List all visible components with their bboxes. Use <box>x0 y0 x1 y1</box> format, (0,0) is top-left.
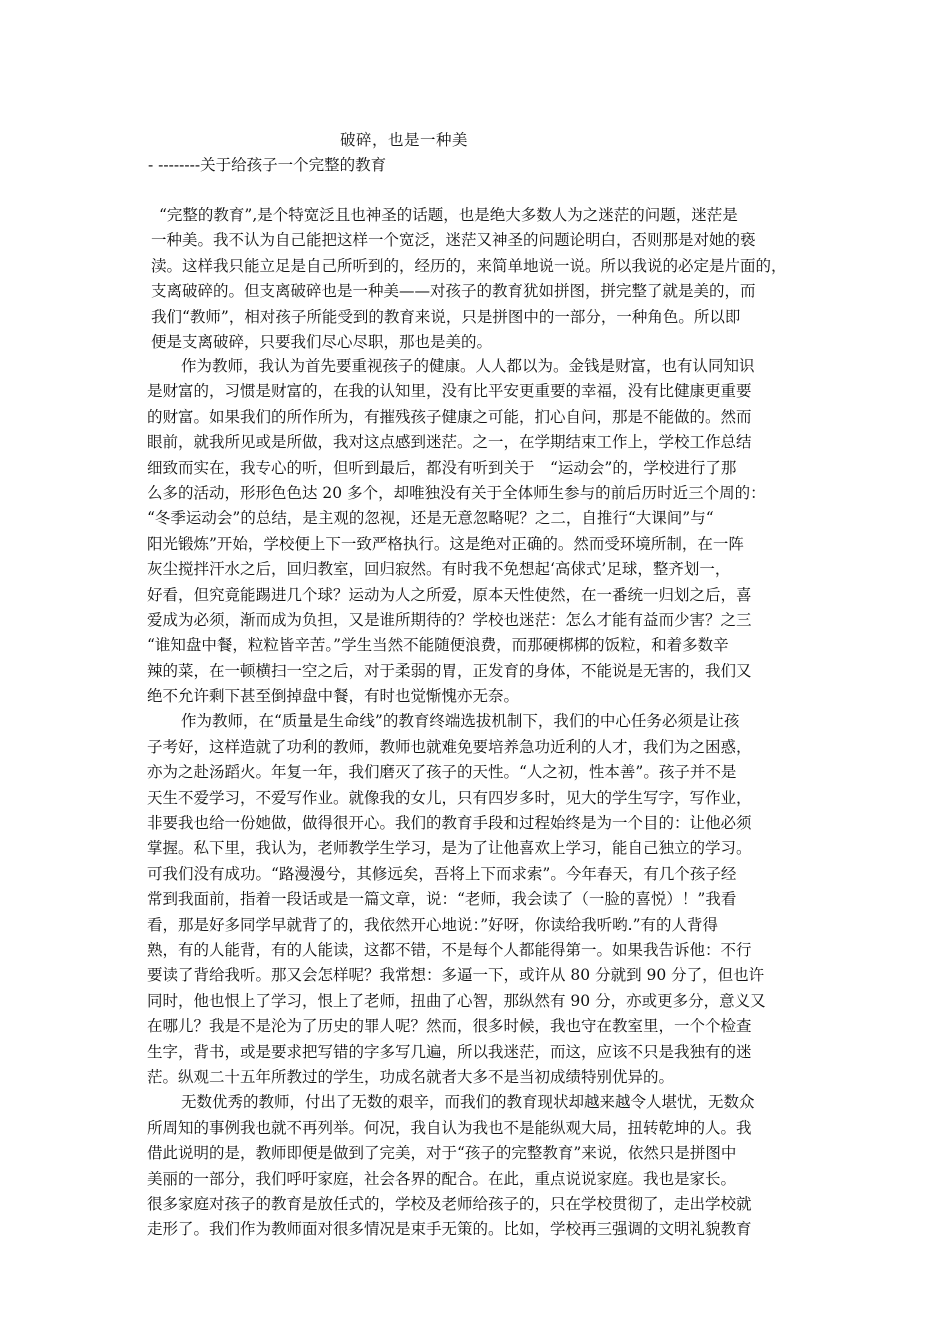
text-line: 亦为之赴汤蹈火。年复一年，我们磨灭了孩子的天性。“人之初，性本善”。孩子并不是 <box>147 763 737 782</box>
text-line: 常到我面前，指着一段话或是一篇文章，说：“老师，我会读了（一脸的喜悦）！”我看 <box>147 890 737 909</box>
document-subtitle: - --------关于给孩子一个完整的教育 <box>148 156 387 174</box>
text-line: 无数优秀的教师，付出了无数的艰辛，而我们的教育现状却越来越令人堪忧，无数众 <box>181 1093 755 1112</box>
text-line: 作为教师，在“质量是生命线”的教育终端选拔机制下，我们的中心任务必须是让孩 <box>181 712 740 731</box>
text-line: 天生不爱学习，不爱写作业。就像我的女儿，只有四岁多时，见大的学生写字，写作业， <box>147 788 752 807</box>
text-line: 美丽的一部分，我们呼吁家庭，社会各界的配合。在此，重点说说家庭。我也是家长。 <box>147 1169 737 1188</box>
text-line: 我们“教师”，相对孩子所能受到的教育来说，只是拼图中的一部分，一种角色。所以即 <box>151 307 741 326</box>
text-line: 好看，但究竟能踢进几个球？运动为人之所爱，原本天性使然，在一番统一归划之后，喜 <box>147 585 752 604</box>
text-line: 一种美。我不认为自己能把这样一个宽泛，迷茫又神圣的问题论明白，否则那是对她的亵 <box>151 231 756 250</box>
text-line: 看，那是好多同学早就背了的，我依然开心地说：”好呀，你读给我听哟.”有的人背得 <box>147 915 719 934</box>
text-line: 所周知的事例我也就不再列举。何况，我自认为我也不是能纵观大局，扭转乾坤的人。我 <box>147 1118 752 1137</box>
text-line: 眼前，就我所见或是所做，我对这点感到迷茫。之一，在学期结束工作上，学校工作总结 <box>147 433 752 452</box>
text-line: 细致而实在，我专心的听，但听到最后，都没有听到关于 “运动会”的，学校进行了那 <box>147 458 737 477</box>
text-line: “完整的教育”,是个特宽泛且也神圣的话题，也是绝大多数人为之迷茫的问题，迷茫是 <box>159 206 738 224</box>
text-line: 非要我也给一份她做，做得很开心。我们的教育手段和过程始终是为一个目的：让他必须 <box>147 814 752 833</box>
text-line: “冬季运动会”的总结，是主观的忽视，还是无意忽略呢？之二，自推行“大课间”与“ <box>147 509 714 528</box>
text-line: 爱成为必须，渐而成为负担，又是谁所期待的？学校也迷茫：怎么才能有益而少害？之三 <box>147 610 752 629</box>
text-line: 渎。这样我只能立足是自己所听到的，经历的，来简单地说一说。所以我说的必定是片面的， <box>151 256 787 275</box>
text-line: 绝不允许剩下甚至倒掉盘中餐，有时也觉惭愧亦无奈。 <box>147 687 520 706</box>
text-line: 灰尘搅拌汗水之后，回归教室，回归寂然。有时我不免想起‘高俅式’足球，整齐划一， <box>147 560 731 579</box>
text-line: 掌握。私下里，我认为，老师教学生学习，是为了让他喜欢上学习，能自己独立的学习。 <box>147 839 752 858</box>
text-line: “谁知盘中餐，粒粒皆辛苦。”学生当然不能随便浪费，而那硬梆梆的饭粒，和着多数辛 <box>147 636 729 655</box>
text-line: 辣的菜，在一顿横扫一空之后，对于柔弱的胃，正发育的身体，不能说是无害的，我们又 <box>147 661 752 680</box>
text-line: 么多的活动，形形色色达 20 多个，却唯独没有关于全体师生参与的前后历时近三个周的： <box>147 483 766 502</box>
text-line: 支离破碎的。但支离破碎也是一种美——对孩子的教育犹如拼图，拼完整了就是美的，而 <box>151 282 756 301</box>
text-line: 茫。纵观二十五年所教过的学生，功成名就者大多不是当初成绩特别优异的。 <box>147 1067 675 1086</box>
text-line: 生字，背书，或是要求把写错的字多写几遍，所以我迷茫，而这，应该不只是我独有的迷 <box>147 1042 752 1061</box>
text-line: 熟，有的人能背，有的人能读，这都不错，不是每个人都能得第一。如果我告诉他：不行 <box>147 940 752 959</box>
text-line: 便是支离破碎，只要我们尽心尽职，那也是美的。 <box>151 332 493 351</box>
text-line: 作为教师，我认为首先要重视孩子的健康。人人都以为。金钱是财富，也有认同知识 <box>181 357 755 375</box>
text-line: 在哪儿？我是不是沦为了历史的罪人呢？然而，很多时候，我也守在教室里，一个个检查 <box>147 1017 752 1036</box>
text-line: 很多家庭对孩子的教育是放任式的，学校及老师给孩子的，只在学校贯彻了，走出学校就 <box>147 1194 752 1213</box>
text-line: 走形了。我们作为教师面对很多情况是束手无策的。比如，学校再三强调的文明礼貌教育 <box>147 1220 752 1239</box>
text-line: 要读了背给我听。那又会怎样呢？我常想：多逼一下，或许从 80 分就到 90 分了，但也许 <box>147 966 765 985</box>
body-text <box>147 354 807 1243</box>
text-line: 的财富。如果我们的所作所为，有摧残孩子健康之可能，扪心自问，那是不能做的。然而 <box>147 407 752 426</box>
text-line: 借此说明的是，教师即便是做到了完美，对于“孩子的完整教育”来说，依然只是拼图中 <box>147 1144 737 1163</box>
document-title: 破碎，也是一种美 <box>340 131 469 149</box>
text-line: 同时，他也恨上了学习，恨上了老师，扭曲了心智，那纵然有 90 分，亦或更多分，意义又 <box>147 991 766 1010</box>
text-line: 子考好，这样造就了功利的教师，教师也就难免要培养急功近利的人才，我们为之困惑， <box>147 737 752 756</box>
intro-paragraph <box>147 203 807 355</box>
text-line: 可我们没有成功。“路漫漫兮，其修远矣，吾将上下而求索”。今年春天，有几个孩子经 <box>147 864 737 883</box>
text-line: 是财富的，习惯是财富的，在我的认知里，没有比平安更重要的幸福，没有比健康更重要 <box>147 382 752 401</box>
text-line: 阳光锻炼”开始，学校便上下一致严格执行。这是绝对正确的。然而受环境所制，在一阵 <box>147 534 744 553</box>
